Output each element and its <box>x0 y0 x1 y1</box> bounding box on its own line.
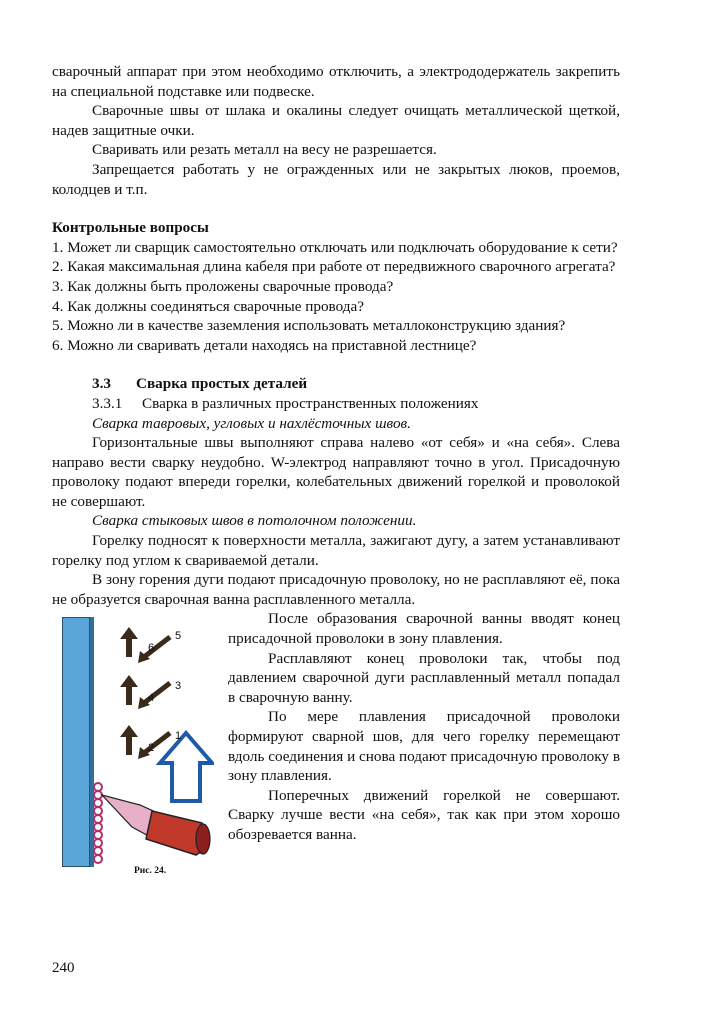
figure-side-text <box>228 609 620 844</box>
paragraph: По мере плавления присадочной проволоки формируют сварной шов, для чего горелку перемещают вдоль соединения и снова подают присадочную проволоку в зону плавления. <box>228 708 620 785</box>
question-item: 3. Как должны быть проложены сварочные провода? <box>52 277 394 295</box>
questions-heading: Контрольные вопросы <box>52 219 209 237</box>
italic-subheading: Сварка тавровых, угловых и нахлёсточных швов. <box>92 414 411 432</box>
arrow-label: 2 <box>148 742 155 755</box>
page-number: 240 <box>52 960 75 976</box>
plate-edge <box>90 617 94 867</box>
welding-figure <box>62 617 214 867</box>
paragraph: Расплавляют конец проволоки так, чтобы под давлением сварочной дуги расплавленный металл попадал в сварочную ванну. <box>228 649 620 706</box>
paragraph: Горизонтальные швы выполняют справа налево «от себя» и «на себя». Слева направо вести сварку неудобно. W-электрод направляют точно в угол. Присадочную проволоку подают впереди горелки, колебательных движений горелкой и проволокой не совершают. <box>52 434 620 510</box>
arrow-label: 4 <box>148 692 155 705</box>
paragraph: Запрещается работать у не огражденных или не закрытых люков, проемов, колодцев и т.п. <box>52 160 620 198</box>
paragraph: сварочный аппарат при этом необходимо отключить, а электрододержатель закрепить на специальной подставке или подвеске. <box>52 63 620 100</box>
question-item: 4. Как должны соединяться сварочные провода? <box>52 297 364 315</box>
torch <box>102 795 210 855</box>
arrow-label: 5 <box>175 630 182 643</box>
section-heading <box>52 374 620 394</box>
small-arrows <box>120 627 138 755</box>
italic-subheading: Сварка стыковых швов в потолочном положении. <box>92 512 417 530</box>
weld-seam <box>94 783 102 863</box>
question-item: 2. Какая максимальная длина кабеля при работе от передвижного сварочного агрегата? <box>52 258 616 276</box>
section-title: Сварка простых деталей <box>136 375 308 393</box>
section-number: 3.3 <box>92 375 111 393</box>
question-item: 1. Может ли сварщик самостоятельно отключать или подключать оборудование к сети? <box>52 238 618 256</box>
paragraph: После образования сварочной ванны вводят конец присадочной проволоки в зону плавления. <box>228 610 620 648</box>
arrow-label: 3 <box>175 680 182 693</box>
figure-block <box>52 609 620 899</box>
page-content <box>52 62 620 899</box>
paragraph: Поперечных движений горелкой не совершают. Сварку лучше вести «на себя», так как при этом хорошо обозревается ванна. <box>228 786 620 843</box>
paragraph: Горелку подносят к поверхности металла, зажигают дугу, а затем устанавливают горелку под углом к свариваемой детали. <box>52 532 620 569</box>
paragraph: Сваривать или резать металл на весу не разрешается. <box>92 141 437 159</box>
arrow-label: 1 <box>175 730 182 743</box>
arrow-label: 6 <box>148 642 155 655</box>
figure-caption: Рис. 24. <box>134 866 167 877</box>
subsection-number: 3.3.1 <box>92 394 123 412</box>
metal-plate <box>62 617 90 867</box>
paragraph: Сварочные швы от шлака и окалины следует очищать металлической щеткой, надев защитные очки. <box>52 102 620 139</box>
paragraph: В зону горения дуги подают присадочную проволоку, но не расплавляют её, пока не образуется сварочная ванна расплавленного металла. <box>52 571 620 608</box>
direction-arrow-up <box>160 733 212 801</box>
subsection-heading <box>52 394 620 414</box>
question-item: 6. Можно ли сваривать детали находясь на приставной лестнице? <box>52 336 477 354</box>
subsection-title: Сварка в различных пространственных положениях <box>142 394 479 412</box>
question-item: 5. Можно ли в качестве заземления использовать металлоконструкцию здания? <box>52 317 566 335</box>
